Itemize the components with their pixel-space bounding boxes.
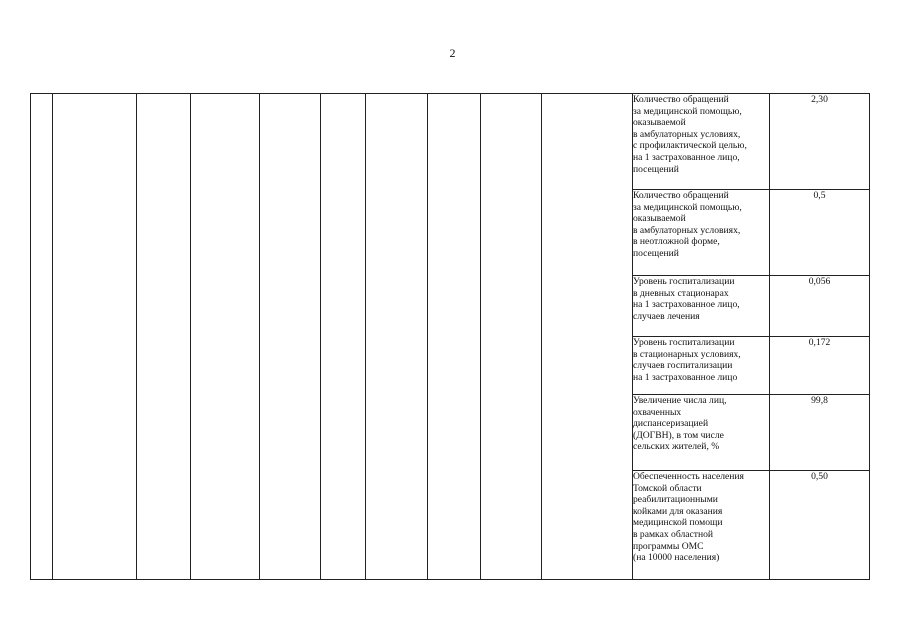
indicator-value: 0,50	[770, 471, 870, 580]
indicator-name: Количество обращений за медицинской помощью, оказываемой в амбулаторных условиях, с профилактической целью, на 1 застрахованное лицо, посещений	[633, 94, 770, 190]
indicator-name: Количество обращений за медицинской помощью, оказываемой в амбулаторных условиях, в неотложной форме, посещений	[633, 190, 770, 276]
indicator-name: Уровень госпитализации в стационарных условиях, случаев госпитализации на 1 застрахованное лицо	[633, 337, 770, 395]
empty-cell-col-7	[366, 94, 428, 580]
indicator-value: 0,5	[770, 190, 870, 276]
indicator-name: Увеличение числа лиц, охваченных диспансеризацией (ДОГВН), в том числе сельских жителей, %	[633, 395, 770, 471]
empty-cell-col-9	[481, 94, 542, 580]
empty-cell-col-3	[137, 94, 191, 580]
indicator-value: 0,172	[770, 337, 870, 395]
empty-cell-col-10	[542, 94, 633, 580]
empty-cell-col-2	[53, 94, 137, 580]
empty-cell-col-8	[428, 94, 481, 580]
page-number: 2	[449, 46, 456, 60]
indicator-name: Уровень госпитализации в дневных стационарах на 1 застрахованное лицо, случаев лечения	[633, 276, 770, 337]
empty-cell-col-6	[321, 94, 366, 580]
empty-cell-col-4	[191, 94, 260, 580]
indicator-value: 99,8	[770, 395, 870, 471]
empty-cell-col-5	[260, 94, 321, 580]
indicator-table	[30, 93, 870, 580]
empty-cell-col-1	[31, 94, 53, 580]
indicator-name: Обеспеченность населения Томской области реабилитационными койками для оказания медицинской помощи в рамках областной программы ОМС (на 10000 населения)	[633, 471, 770, 580]
table-row	[31, 94, 870, 190]
indicator-value: 2,30	[770, 94, 870, 190]
indicator-value: 0,056	[770, 276, 870, 337]
